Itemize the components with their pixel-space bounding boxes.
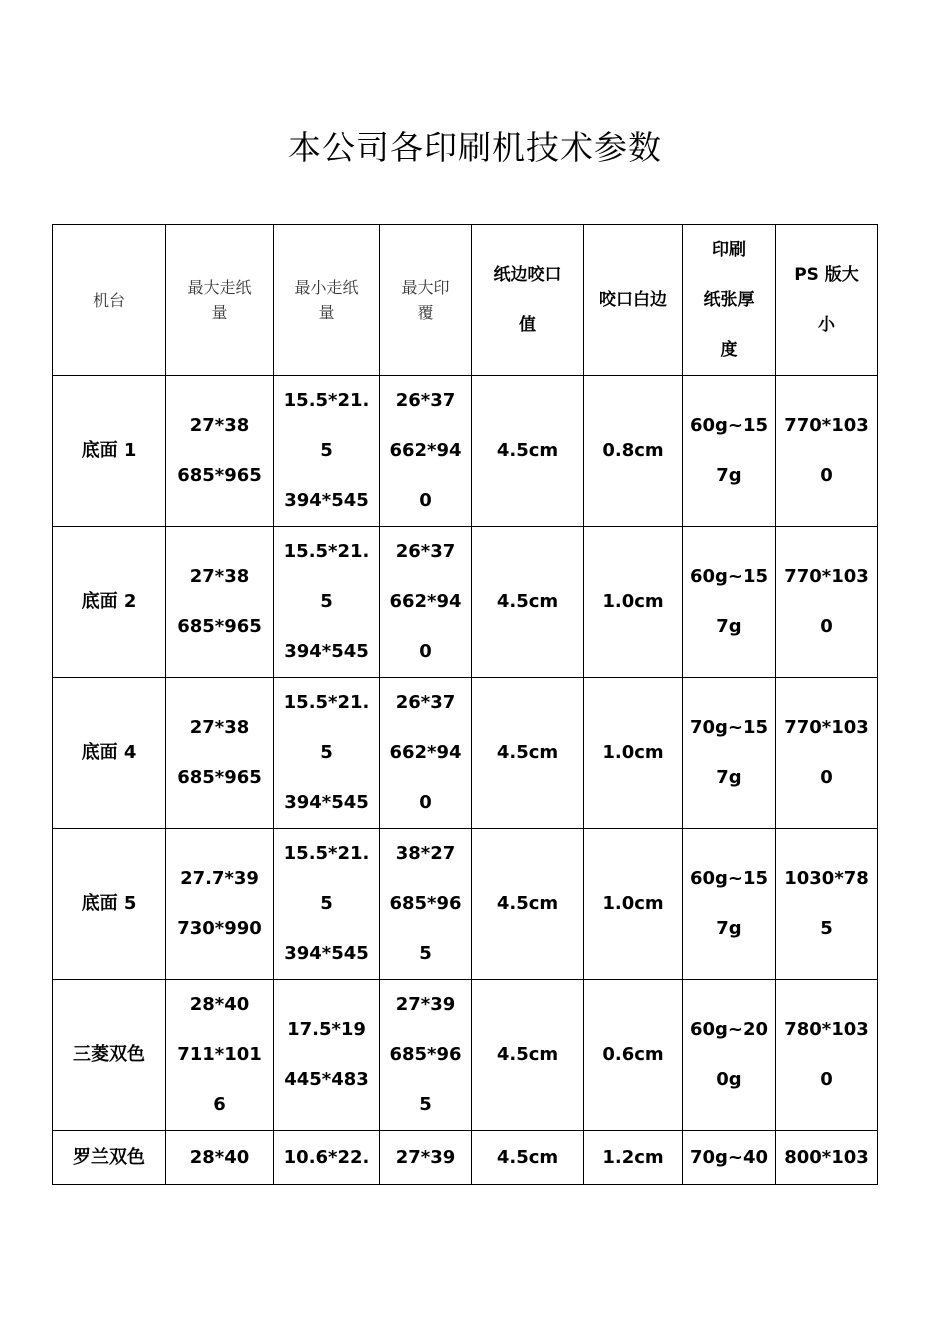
- table-cell: 60g~15 7g: [683, 376, 776, 527]
- table-cell: 27*38 685*965: [166, 678, 274, 829]
- table-row: [53, 678, 878, 829]
- table-cell: 17.5*19 445*483: [274, 980, 380, 1131]
- table-cell: 0.6cm: [584, 980, 683, 1131]
- press-spec-table: [52, 224, 878, 1185]
- table-cell: 770*103 0: [776, 678, 878, 829]
- table-cell: 15.5*21. 5 394*545: [274, 829, 380, 980]
- table-cell: 罗兰双色: [53, 1131, 166, 1185]
- table-cell: 70g~40: [683, 1131, 776, 1185]
- table-cell: 1.0cm: [584, 829, 683, 980]
- table-cell: 27*38 685*965: [166, 376, 274, 527]
- table-cell: 28*40 711*101 6: [166, 980, 274, 1131]
- header-cell-paper-thickness: 印刷 纸张厚 度: [683, 225, 776, 376]
- header-cell-gripper-white-edge: 咬口白边: [584, 225, 683, 376]
- table-cell: 770*103 0: [776, 527, 878, 678]
- table-cell: 28*40: [166, 1131, 274, 1185]
- table-cell: 15.5*21. 5 394*545: [274, 527, 380, 678]
- table-cell: 27*38 685*965: [166, 527, 274, 678]
- table-cell: 27*39 685*96 5: [380, 980, 472, 1131]
- table-cell: 1.0cm: [584, 678, 683, 829]
- header-cell-max-paper-size: 最大走纸 量: [166, 225, 274, 376]
- table-cell: 底面 2: [53, 527, 166, 678]
- table-cell: 4.5cm: [472, 1131, 584, 1185]
- table-cell: 27*39: [380, 1131, 472, 1185]
- table-cell: 770*103 0: [776, 376, 878, 527]
- table-cell: 780*103 0: [776, 980, 878, 1131]
- table-row: [53, 829, 878, 980]
- header-cell-min-paper-size: 最小走纸 量: [274, 225, 380, 376]
- table-cell: 26*37 662*94 0: [380, 678, 472, 829]
- table-cell: 4.5cm: [472, 829, 584, 980]
- header-cell-machine: 机台: [53, 225, 166, 376]
- table-cell: 26*37 662*94 0: [380, 376, 472, 527]
- table-cell: 15.5*21. 5 394*545: [274, 678, 380, 829]
- table-cell: 4.5cm: [472, 527, 584, 678]
- table-cell: 4.5cm: [472, 376, 584, 527]
- table-row: [53, 527, 878, 678]
- table-cell: 60g~15 7g: [683, 527, 776, 678]
- header-cell-gripper-margin: 纸边咬口 值: [472, 225, 584, 376]
- table-cell: 800*103: [776, 1131, 878, 1185]
- table-cell: 底面 4: [53, 678, 166, 829]
- table-cell: 0.8cm: [584, 376, 683, 527]
- table-cell: 60g~20 0g: [683, 980, 776, 1131]
- table-row: [53, 376, 878, 527]
- table-cell: 4.5cm: [472, 980, 584, 1131]
- table-cell: 4.5cm: [472, 678, 584, 829]
- table-cell: 70g~15 7g: [683, 678, 776, 829]
- table-cell: 27.7*39 730*990: [166, 829, 274, 980]
- table-cell: 1.0cm: [584, 527, 683, 678]
- table-cell: 1.2cm: [584, 1131, 683, 1185]
- table-cell: 26*37 662*94 0: [380, 527, 472, 678]
- table-cell: 底面 5: [53, 829, 166, 980]
- header-cell-max-print-area: 最大印 覆: [380, 225, 472, 376]
- table-cell: 10.6*22.: [274, 1131, 380, 1185]
- table-cell: 38*27 685*96 5: [380, 829, 472, 980]
- table-cell: 15.5*21. 5 394*545: [274, 376, 380, 527]
- table-row: [53, 1131, 878, 1185]
- page-title: 本公司各印刷机技术参数: [288, 128, 662, 167]
- table-header-row: [53, 225, 878, 376]
- header-cell-ps-plate-size: PS 版大 小: [776, 225, 878, 376]
- table-cell: 60g~15 7g: [683, 829, 776, 980]
- table-cell: 三菱双色: [53, 980, 166, 1131]
- table-cell: 底面 1: [53, 376, 166, 527]
- table-row: [53, 980, 878, 1131]
- table-cell: 1030*78 5: [776, 829, 878, 980]
